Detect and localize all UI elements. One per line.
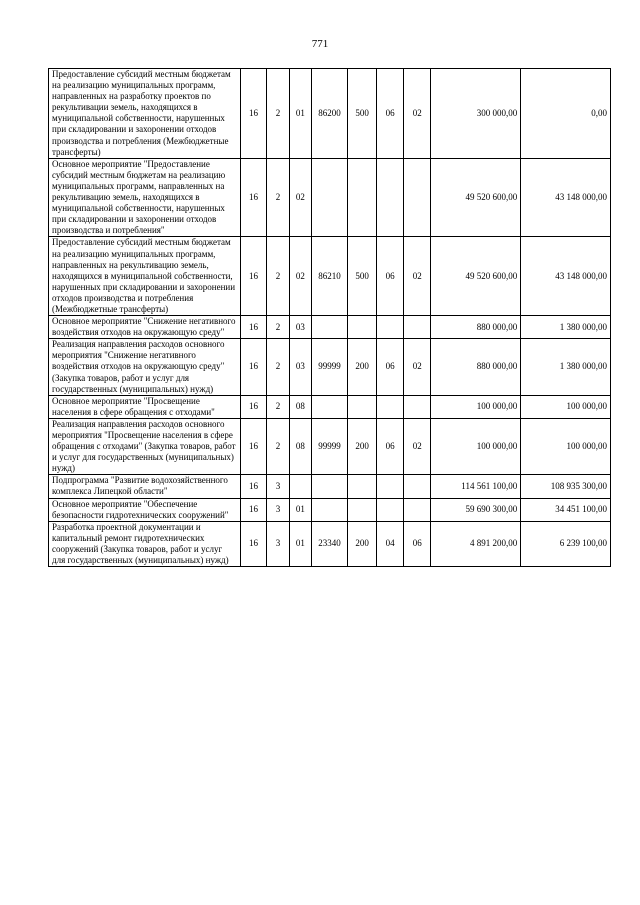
cell-code-7 <box>403 316 431 339</box>
cell-code-2: 2 <box>267 69 289 159</box>
cell-name: Предоставление субсидий местным бюджетам на реализацию муниципальных программ, направленных на рекультивацию земель, находящихся в муниципальной собственности, нарушенных при складировании и захоронении отходов производства и потребления (Межбюджетные трансферты) <box>49 237 241 316</box>
cell-name: Разработка проектной документации и капитальный ремонт гидротехнических сооружений (Закупка товаров, работ и услуг для государственных (муниципальных) нужд) <box>49 521 241 566</box>
cell-code-5 <box>347 158 377 237</box>
cell-code-2: 2 <box>267 237 289 316</box>
cell-amount-2: 100 000,00 <box>521 395 611 418</box>
cell-code-7: 06 <box>403 521 431 566</box>
cell-amount-2: 43 148 000,00 <box>521 237 611 316</box>
cell-amount-2: 100 000,00 <box>521 418 611 474</box>
cell-code-1: 16 <box>240 521 267 566</box>
page-number: 771 <box>311 38 329 50</box>
cell-code-6: 04 <box>377 521 404 566</box>
cell-code-3: 03 <box>289 316 311 339</box>
cell-code-4 <box>312 475 348 498</box>
cell-code-6: 06 <box>377 237 404 316</box>
table-row <box>49 339 611 395</box>
cell-code-4: 99999 <box>312 339 348 395</box>
cell-amount-1: 49 520 600,00 <box>431 158 521 237</box>
cell-code-5 <box>347 498 377 521</box>
cell-code-4 <box>312 395 348 418</box>
budget-table <box>48 68 611 567</box>
cell-code-1: 16 <box>240 237 267 316</box>
cell-amount-2: 43 148 000,00 <box>521 158 611 237</box>
cell-code-7: 02 <box>403 418 431 474</box>
cell-code-2: 3 <box>267 475 289 498</box>
cell-amount-1: 300 000,00 <box>431 69 521 159</box>
cell-code-4: 23340 <box>312 521 348 566</box>
cell-name: Реализация направления расходов основного мероприятия "Просвещение населения в сфере обращения с отходами" (Закупка товаров, работ и услуг для государственных (муниципальных) нужд) <box>49 418 241 474</box>
cell-code-1: 16 <box>240 395 267 418</box>
cell-code-6: 06 <box>377 69 404 159</box>
cell-name: Основное мероприятие "Просвещение населения в сфере обращения с отходами" <box>49 395 241 418</box>
cell-amount-2: 108 935 300,00 <box>521 475 611 498</box>
cell-code-3: 03 <box>289 339 311 395</box>
cell-code-2: 2 <box>267 418 289 474</box>
table-row <box>49 395 611 418</box>
cell-code-3: 08 <box>289 418 311 474</box>
cell-amount-1: 59 690 300,00 <box>431 498 521 521</box>
cell-code-5: 500 <box>347 69 377 159</box>
cell-code-5 <box>347 395 377 418</box>
cell-code-1: 16 <box>240 475 267 498</box>
cell-amount-1: 114 561 100,00 <box>431 475 521 498</box>
cell-amount-1: 49 520 600,00 <box>431 237 521 316</box>
cell-amount-2: 0,00 <box>521 69 611 159</box>
table-row <box>49 418 611 474</box>
cell-code-6: 06 <box>377 418 404 474</box>
cell-amount-1: 100 000,00 <box>431 418 521 474</box>
cell-code-7: 02 <box>403 69 431 159</box>
cell-code-1: 16 <box>240 498 267 521</box>
cell-code-4 <box>312 498 348 521</box>
cell-code-1: 16 <box>240 69 267 159</box>
cell-code-2: 3 <box>267 521 289 566</box>
cell-code-3: 08 <box>289 395 311 418</box>
cell-code-3: 02 <box>289 237 311 316</box>
cell-amount-2: 1 380 000,00 <box>521 316 611 339</box>
cell-code-6: 06 <box>377 339 404 395</box>
cell-name: Основное мероприятие "Снижение негативного воздействия отходов на окружающую среду" <box>49 316 241 339</box>
cell-code-3: 01 <box>289 498 311 521</box>
table-row <box>49 316 611 339</box>
cell-amount-1: 100 000,00 <box>431 395 521 418</box>
cell-name: Подпрограмма "Развитие водохозяйственного комплекса Липецкой области" <box>49 475 241 498</box>
cell-code-2: 2 <box>267 395 289 418</box>
cell-code-7 <box>403 475 431 498</box>
cell-code-6 <box>377 475 404 498</box>
cell-amount-2: 1 380 000,00 <box>521 339 611 395</box>
cell-code-3: 01 <box>289 69 311 159</box>
table-row <box>49 498 611 521</box>
cell-name: Предоставление субсидий местным бюджетам на реализацию муниципальных программ, направленных на разработку проектов по рекультивации земель, находящихся в муниципальной собственности, нарушенных при складировании и захоронении отходов производства и потребления (Межбюджетные трансферты) <box>49 69 241 159</box>
cell-code-5: 200 <box>347 418 377 474</box>
cell-code-2: 3 <box>267 498 289 521</box>
cell-code-4 <box>312 158 348 237</box>
cell-name: Основное мероприятие "Предоставление субсидий местным бюджетам на реализацию муниципальных программ, направленных на рекультивацию земель, находящихся в муниципальной собственности, нарушенных при складировании и захоронении отходов производства и потребления" <box>49 158 241 237</box>
cell-code-5: 200 <box>347 339 377 395</box>
cell-amount-2: 34 451 100,00 <box>521 498 611 521</box>
cell-code-6 <box>377 316 404 339</box>
cell-code-2: 2 <box>267 158 289 237</box>
cell-code-6 <box>377 395 404 418</box>
cell-code-7 <box>403 158 431 237</box>
cell-name: Основное мероприятие "Обеспечение безопасности гидротехнических сооружений" <box>49 498 241 521</box>
cell-amount-1: 4 891 200,00 <box>431 521 521 566</box>
table-row <box>49 69 611 159</box>
cell-code-4: 86210 <box>312 237 348 316</box>
cell-code-4: 99999 <box>312 418 348 474</box>
cell-code-2: 2 <box>267 316 289 339</box>
table-row <box>49 521 611 566</box>
table-row <box>49 475 611 498</box>
cell-code-2: 2 <box>267 339 289 395</box>
cell-code-3: 02 <box>289 158 311 237</box>
cell-code-7 <box>403 498 431 521</box>
cell-code-4: 86200 <box>312 69 348 159</box>
cell-code-4 <box>312 316 348 339</box>
cell-name: Реализация направления расходов основного мероприятия "Снижение негативного воздействия отходов на окружающую среду" (Закупка товаров, работ и услуг для государственных (муниципальных) нужд) <box>49 339 241 395</box>
cell-code-3 <box>289 475 311 498</box>
cell-code-7: 02 <box>403 339 431 395</box>
table-row <box>49 237 611 316</box>
cell-amount-1: 880 000,00 <box>431 339 521 395</box>
cell-code-5 <box>347 316 377 339</box>
cell-code-5: 500 <box>347 237 377 316</box>
cell-code-1: 16 <box>240 158 267 237</box>
cell-code-7 <box>403 395 431 418</box>
table-row <box>49 158 611 237</box>
cell-code-3: 01 <box>289 521 311 566</box>
cell-code-1: 16 <box>240 316 267 339</box>
cell-code-1: 16 <box>240 339 267 395</box>
cell-amount-2: 6 239 100,00 <box>521 521 611 566</box>
cell-code-6 <box>377 498 404 521</box>
cell-code-6 <box>377 158 404 237</box>
cell-amount-1: 880 000,00 <box>431 316 521 339</box>
cell-code-1: 16 <box>240 418 267 474</box>
cell-code-5 <box>347 475 377 498</box>
cell-code-7: 02 <box>403 237 431 316</box>
cell-code-5: 200 <box>347 521 377 566</box>
